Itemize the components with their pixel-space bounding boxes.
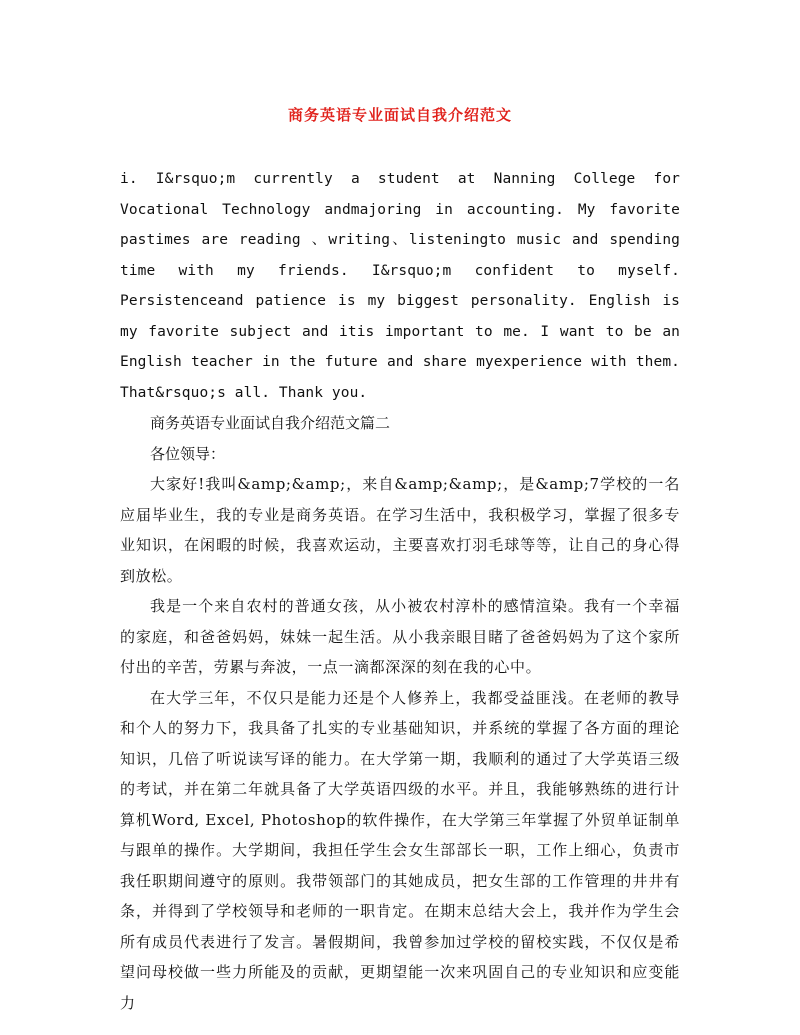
section-subtitle: 商务英语专业面试自我介绍范文篇二: [150, 414, 391, 432]
paragraph-1: 大家好!我叫&amp;&amp;，来自&amp;&amp;，是&amp;7学校的一名应届毕业生，我的专业是商务英语。在学习生活中，我积极学习，掌握了很多专业知识，在闲暇的时候，我喜欢运动，主要喜欢打羽毛球等等，让自己的身心得到放松。: [120, 475, 680, 585]
paragraph-3: 在大学三年，不仅只是能力还是个人修养上，我都受益匪浅。在老师的教导和个人的努力下，我具备了扎实的专业基础知识，并系统的掌握了各方面的理论知识，几倍了听说读写译的能力。在大学第一期，我顺利的通过了大学英语三级的考试，并在第二年就具备了大学英语四级的水平。并且，我能够熟练的进行计算机Word, Excel, Photoshop的软件操作，在大学第三年掌握了外贸单证制单与跟单的操作。大学期间，我担任学生会女生部部长一职，工作上细心，负责市我任职期间遵守的原则。我带领部门的其她成员，把女生部的工作管理的井井有条，并得到了学校领导和老师的一职肯定。在期末总结大会上，我并作为学生会所有成员代表进行了发言。暑假期间，我曾参加过学校的留校实践，不仅仅是希望问母校做一些力所能及的贡献，更期望能一次来巩固自己的专业知识和应变能力: [120, 688, 680, 1012]
paragraph-2: 我是一个来自农村的普通女孩，从小被农村淳朴的感情渲染。我有一个幸福的家庭，和爸爸妈妈，妹妹一起生活。从小我亲眼目睹了爸爸妈妈为了这个家所付出的辛苦，劳累与奔波，一点一滴都深深的刻在我的心中。: [120, 597, 680, 676]
greeting: 各位领导：: [150, 444, 226, 463]
english-paragraph: i. I&rsquo;m currently a student at Nanning College for Vocational Technology andmajoring in accounting. My favorite pastimes are reading 、writing、listeningto music and spending time with my friends. I&rsquo;m confident to myself. Persistenceand patience is my biggest personality. English is my favorite subject and itis important to me. I want to be an English teacher in the future and share myexperience with them. That&rsquo;s all. Thank you.: [120, 171, 680, 401]
document-title: 商务英语专业面试自我介绍范文: [287, 106, 512, 124]
document-body: [120, 164, 680, 1018]
